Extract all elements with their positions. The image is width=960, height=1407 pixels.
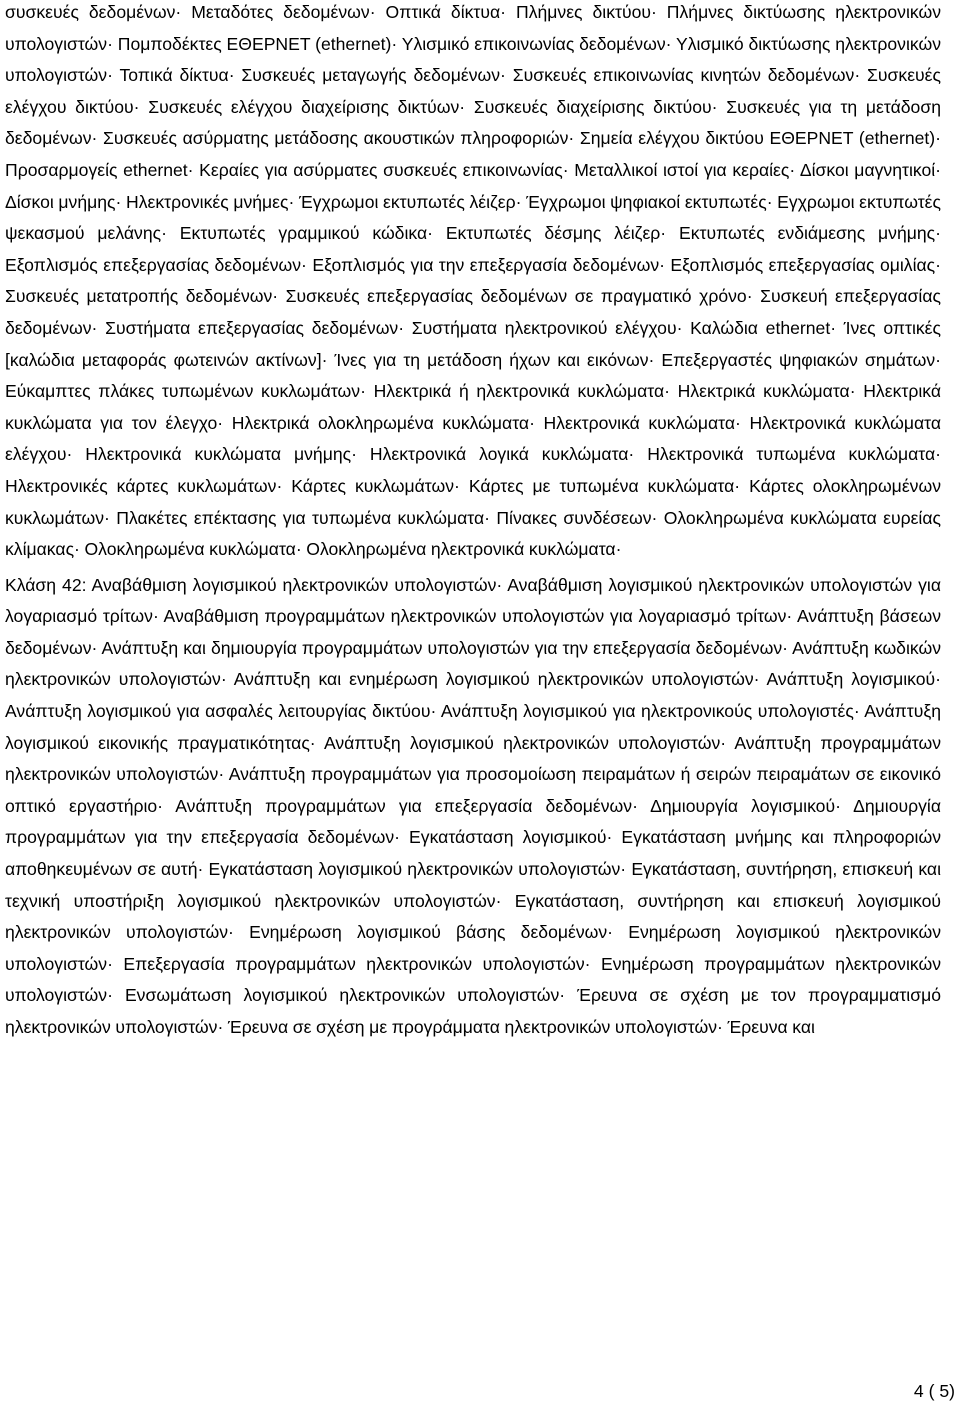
document-body [5, 0, 941, 1044]
paragraph-class-9-continuation: συσκευές δεδομένων· Μεταδότες δεδομένων· Οπτικά δίκτυα· Πλήμνες δικτύου· Πλήμνες δικτύωσης ηλεκτρονικών υπολογιστών· Πομποδέκτες ΕΘΕΡΝΕΤ (ethernet)· Υλισμικό επικοινωνίας δεδομένων· Υλισμικό δικτύωσης ηλεκτρονικών υπολογιστών· Τοπικά δίκτυα· Συσκευές μεταγωγής δεδομένων· Συσκευές επικοινωνίας κινητών δεδομένων· Συσκευές ελέγχου δικτύου· Συσκευές ελέγχου διαχείρισης δικτύων· Συσκευές διαχείρισης δικτύου· Συσκευές για τη μετάδοση δεδομένων· Συσκευές ασύρματης μετάδοσης ακουστικών πληροφοριών· Σημεία ελέγχου δικτύου ΕΘΕΡΝΕΤ (ethernet)· Προσαρμογείς ethernet· Κεραίες για ασύρματες συσκευές επικοινωνίας· Μεταλλικοί ιστοί για κεραίες· Δίσκοι μαγνητικοί· Δίσκοι μνήμης· Ηλεκτρονικές μνήμες· Έγχρωμοι εκτυπωτές λέιζερ· Έγχρωμοι ψηφιακοί εκτυπωτές· Εγχρωμοι εκτυπωτές ψεκασμού μελάνης· Εκτυπωτές γραμμικού κώδικα· Εκτυπωτές δέσμης λέιζερ· Εκτυπωτές ενδιάμεσης μνήμης· Εξοπλισμός επεξεργασίας δεδομένων· Εξοπλισμός για την επεξεργασία δεδομένων· Εξοπλισμός επεξεργασίας ομιλίας· Συσκευές μετατροπής δεδομένων· Συσκευές επεξεργασίας δεδομένων σε πραγματικό χρόνο· Συσκευή επεξεργασίας δεδομένων· Συστήματα επεξεργασίας δεδομένων· Συστήματα ηλεκτρονικού ελέγχου· Καλώδια ethernet· Ίνες οπτικές [καλώδια μεταφοράς φωτεινών ακτίνων]· Ίνες για τη μετάδοση ήχων και εικόνων· Επεξεργαστές ψηφιακών σημάτων· Εύκαμπτες πλάκες τυπωμένων κυκλωμάτων· Ηλεκτρικά ή ηλεκτρονικά κυκλώματα· Ηλεκτρικά κυκλώματα· Ηλεκτρικά κυκλώματα για τον έλεγχο· Ηλεκτρικά ολοκληρωμένα κυκλώματα· Ηλεκτρονικά κυκλώματα· Ηλεκτρονικά κυκλώματα ελέγχου· Ηλεκτρονικά κυκλώματα μνήμης· Ηλεκτρονικά λογικά κυκλώματα· Ηλεκτρονικά τυπωμένα κυκλώματα· Ηλεκτρονικές κάρτες κυκλωμάτων· Κάρτες κυκλωμάτων· Κάρτες με τυπωμένα κυκλώματα· Κάρτες ολοκληρωμένων κυκλωμάτων· Πλακέτες επέκτασης για τυπωμένα κυκλώματα· Πίνακες συνδέσεων· Ολοκληρωμένα κυκλώματα ευρείας κλίμακας· Ολοκληρωμένα κυκλώματα· Ολοκληρωμένα ηλεκτρονικά κυκλώματα· [5, 2, 941, 560]
page-number: 4 ( 5) [913, 1381, 955, 1401]
paragraph-class-42: Κλάση 42: Αναβάθμιση λογισμικού ηλεκτρονικών υπολογιστών· Αναβάθμιση λογισμικού ηλεκτρονικών υπολογιστών για λογαριασμό τρίτων· Αναβάθμιση προγραμμάτων ηλεκτρονικών υπολογιστών για λογαριασμό τρίτων· Ανάπτυξη βάσεων δεδομένων· Ανάπτυξη και δημιουργία προγραμμάτων υπολογιστών για την επεξεργασία δεδομένων· Ανάπτυξη κωδικών ηλεκτρονικών υπολογιστών· Ανάπτυξη και ενημέρωση λογισμικού ηλεκτρονικών υπολογιστών· Ανάπτυξη λογισμικού· Ανάπτυξη λογισμικού για ασφαλές λειτουργίας δικτύου· Ανάπτυξη λογισμικού για ηλεκτρονικούς υπολογιστές· Ανάπτυξη λογισμικού εικονικής πραγματικότητας· Ανάπτυξη λογισμικού ηλεκτρονικών υπολογιστών· Ανάπτυξη προγραμμάτων ηλεκτρονικών υπολογιστών· Ανάπτυξη προγραμμάτων για προσομοίωση πειραμάτων ή σειρών πειραμάτων σε εικονικό οπτικό εργαστήριο· Ανάπτυξη προγραμμάτων για επεξεργασία δεδομένων· Δημιουργία λογισμικού· Δημιουργία προγραμμάτων για την επεξεργασία δεδομένων· Εγκατάσταση λογισμικού· Εγκατάσταση μνήμης και πληροφοριών αποθηκευμένων σε αυτή· Εγκατάσταση λογισμικού ηλεκτρονικών υπολογιστών· Εγκατάσταση, συντήρηση, επισκευή και τεχνική υποστήριξη λογισμικού ηλεκτρονικών υπολογιστών· Εγκατάσταση, συντήρηση και επισκευή λογισμικού ηλεκτρονικών υπολογιστών· Ενημέρωση λογισμικού βάσης δεδομένων· Ενημέρωση λογισμικού ηλεκτρονικών υπολογιστών· Επεξεργασία προγραμμάτων ηλεκτρονικών υπολογιστών· Ενημέρωση προγραμμάτων ηλεκτρονικών υπολογιστών· Ενσωμάτωση λογισμικού ηλεκτρονικών υπολογιστών· Έρευνα σε σχέση με τον προγραμματισμό ηλεκτρονικών υπολογιστών· Έρευνα σε σχέση με προγράμματα ηλεκτρονικών υπολογιστών· Έρευνα και [5, 574, 941, 1037]
